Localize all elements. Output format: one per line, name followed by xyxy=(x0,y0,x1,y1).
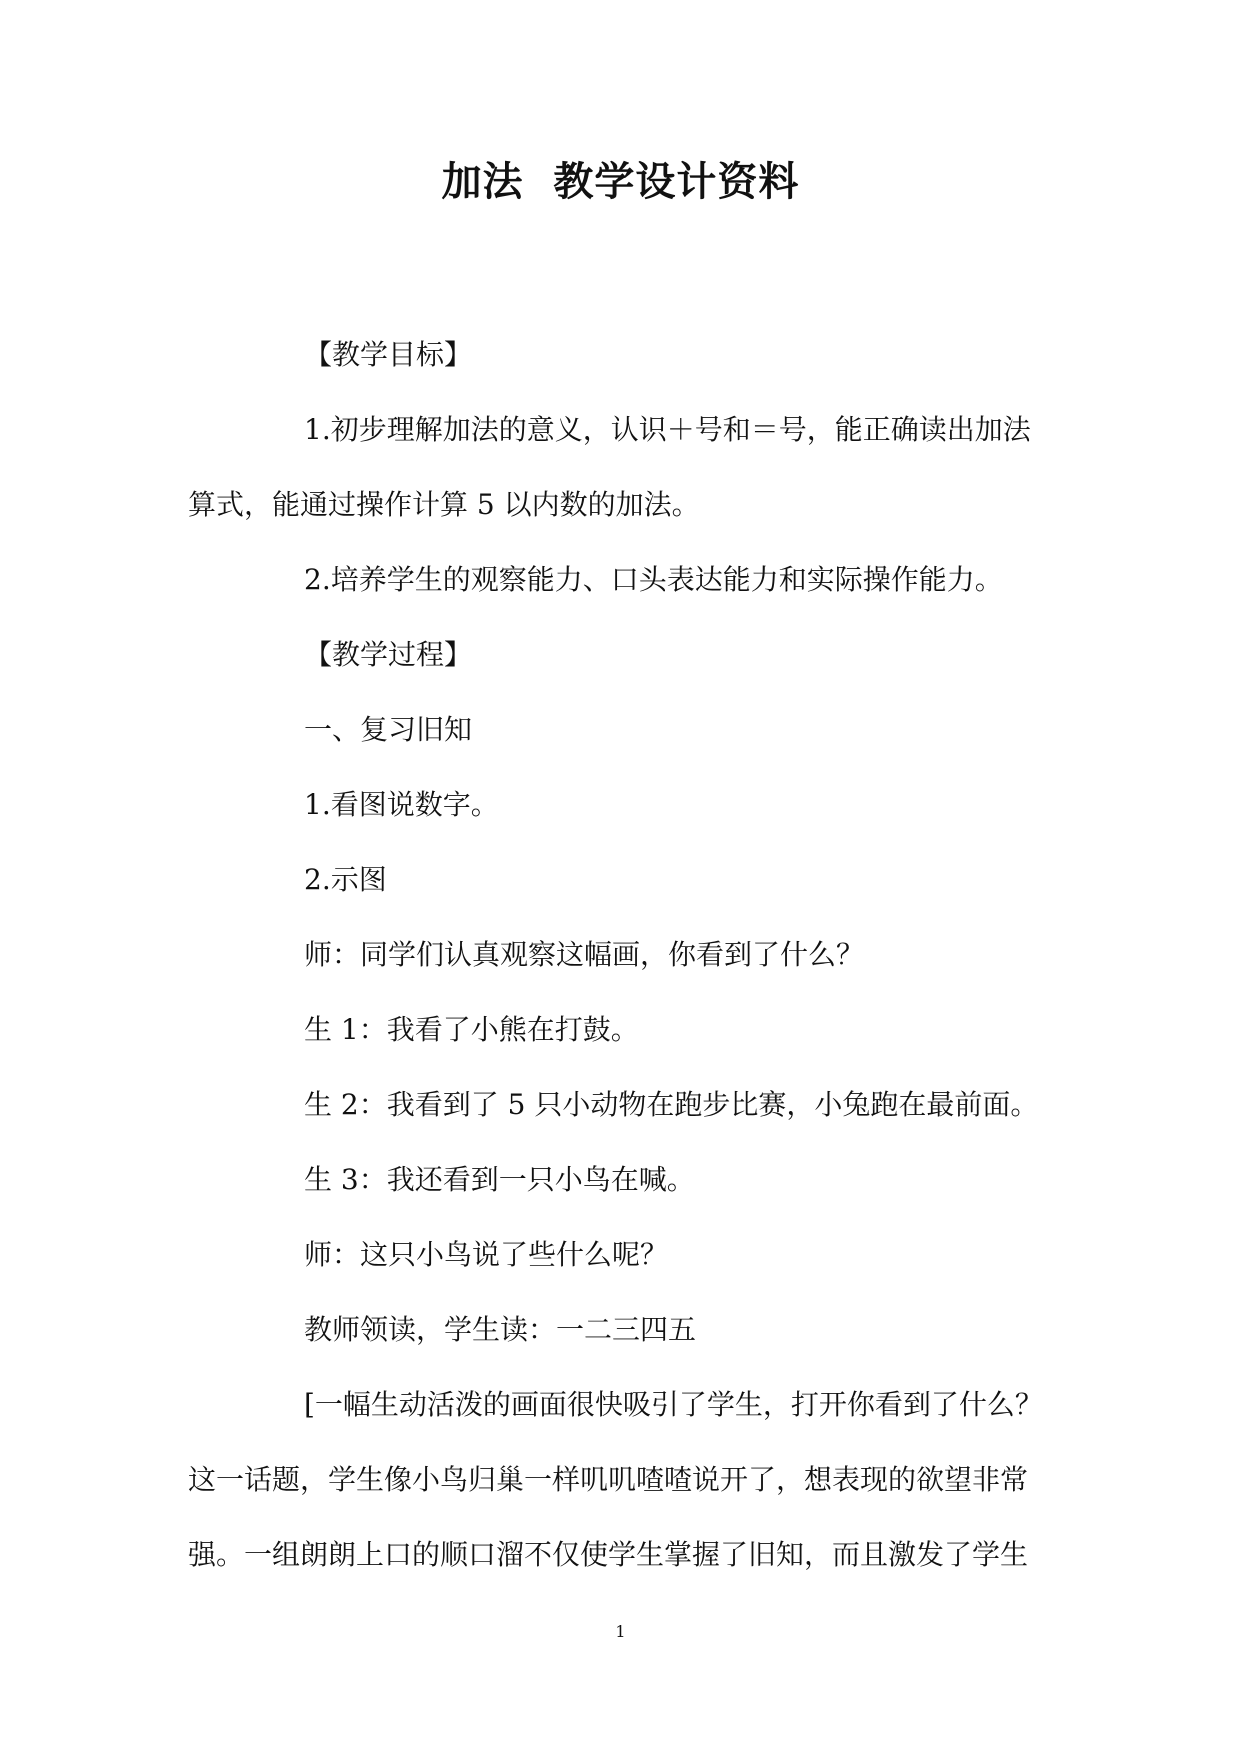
paragraph-line: 师：这只小鸟说了些什么呢？ xyxy=(304,1238,669,1271)
subsection-heading: 一、复习旧知 xyxy=(304,713,473,746)
paragraph-line: 2.示图 xyxy=(304,863,387,896)
document-title: 加法 教学设计资料 xyxy=(441,158,800,205)
paragraph-line: 教师领读，学生读：一二三四五 xyxy=(304,1313,697,1346)
paragraph-line: 1.初步理解加法的意义，认识＋号和＝号，能正确读出加法 xyxy=(304,413,1031,446)
paragraph-line: [一幅生动活泼的画面很快吸引了学生，打开你看到了什么？ xyxy=(304,1388,1043,1421)
page-number: 1 xyxy=(615,1622,626,1641)
paragraph-line: 1.看图说数字。 xyxy=(304,788,499,821)
paragraph-line: 生 3：我还看到一只小鸟在喊。 xyxy=(304,1163,695,1196)
section-heading-process: 【教学过程】 xyxy=(304,638,473,671)
paragraph-line: 生 2：我看到了 5 只小动物在跑步比赛，小兔跑在最前面。 xyxy=(304,1088,1039,1121)
paragraph-line: 这一话题，学生像小鸟归巢一样叽叽喳喳说开了，想表现的欲望非常 xyxy=(188,1463,1029,1496)
paragraph-line: 2.培养学生的观察能力、口头表达能力和实际操作能力。 xyxy=(304,563,1003,596)
paragraph-line: 生 1：我看了小熊在打鼓。 xyxy=(304,1013,639,1046)
paragraph-line: 算式，能通过操作计算 5 以内数的加法。 xyxy=(188,488,700,521)
paragraph-line: 强。一组朗朗上口的顺口溜不仅使学生掌握了旧知，而且激发了学生 xyxy=(188,1538,1029,1571)
paragraph-line: 师：同学们认真观察这幅画，你看到了什么？ xyxy=(304,938,865,971)
section-heading-objectives: 【教学目标】 xyxy=(304,338,473,371)
